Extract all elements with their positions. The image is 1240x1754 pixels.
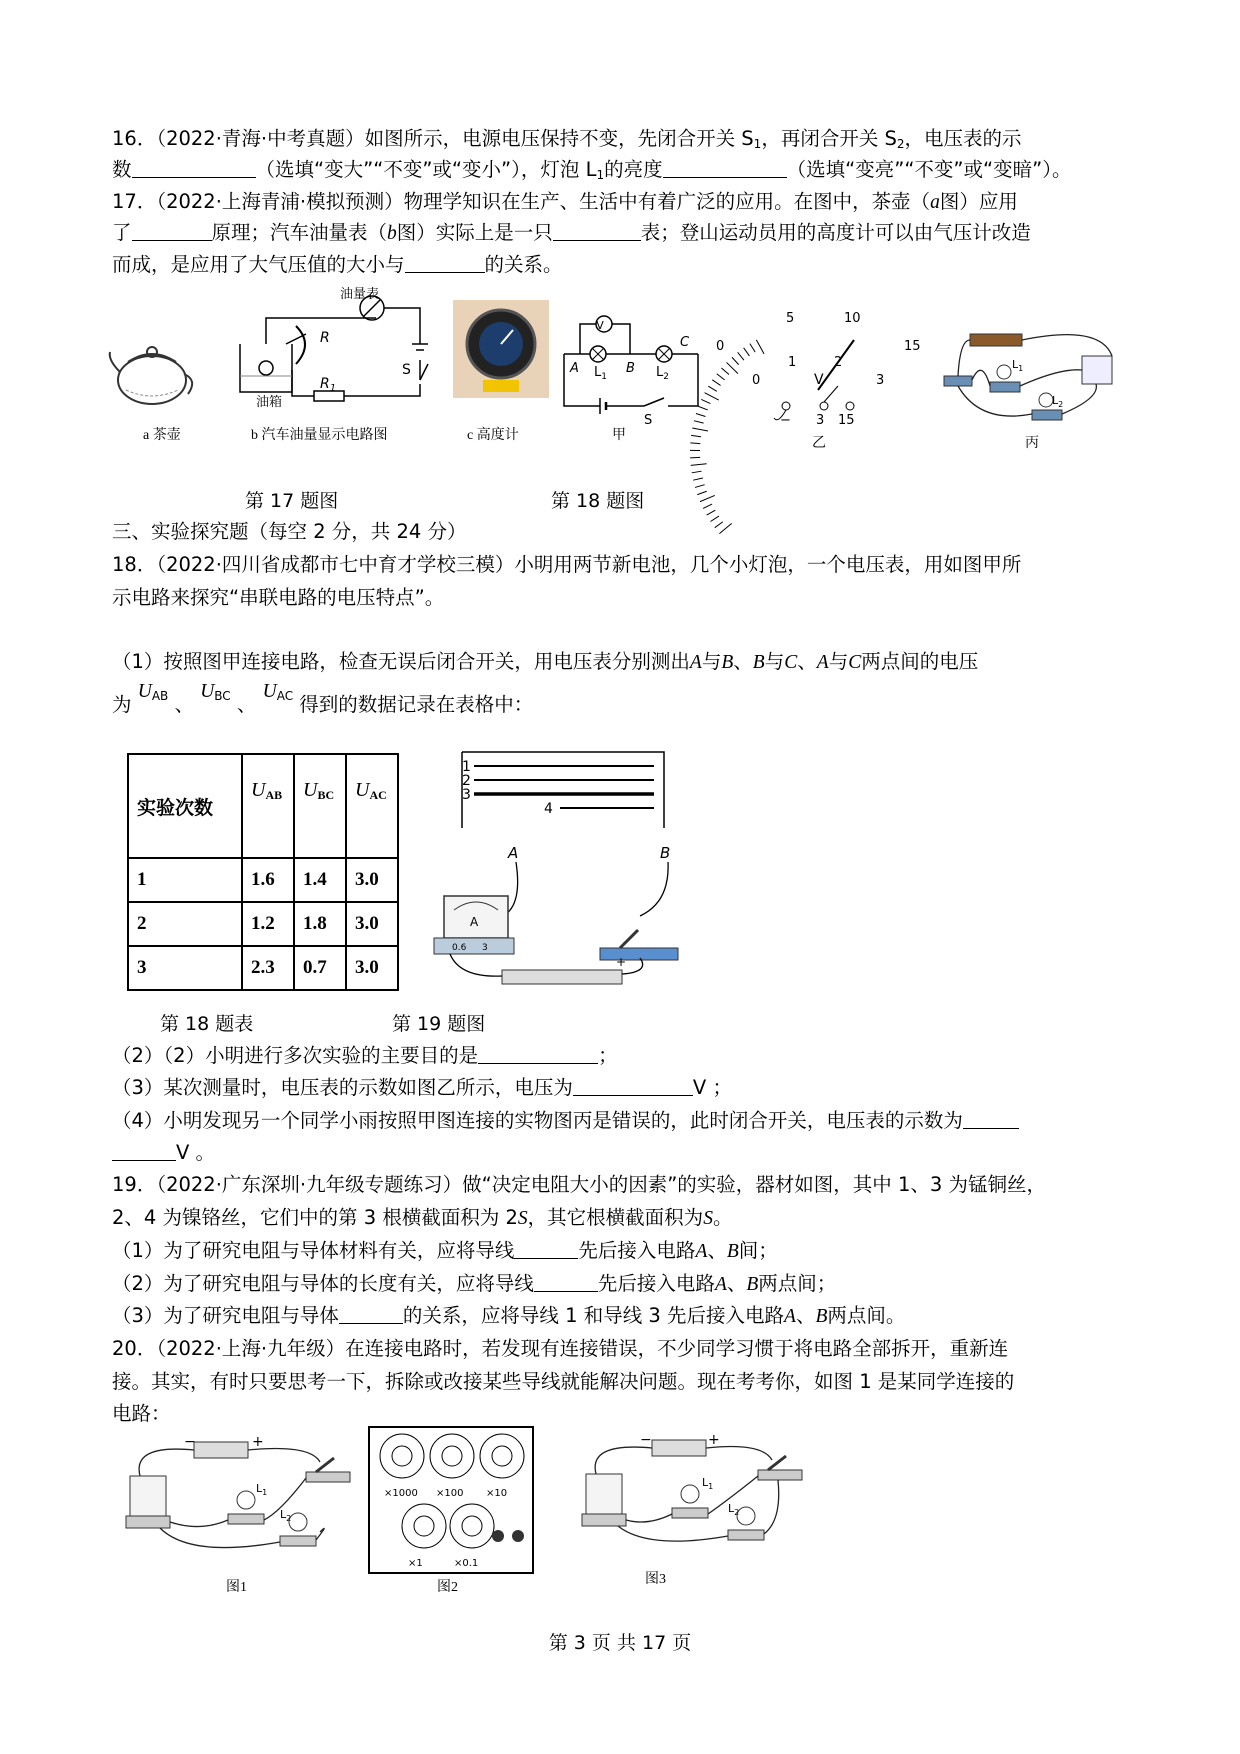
dial-knob [442, 1446, 462, 1466]
caption-a: a 茶壶 [143, 428, 181, 443]
answer-blank[interactable] [663, 159, 787, 178]
meter-tick [690, 443, 700, 444]
svg-text:+: + [252, 1434, 264, 1450]
meter-tick [693, 478, 703, 480]
svg-text:S: S [402, 362, 411, 378]
q19-line1: 19．（2022·广东深圳·九年级专题练习）做“决定电阻大小的因素”的实验，器材如图，其中 1、3 为锰铜丝， [112, 1173, 1047, 1196]
q18-p3: （3）某次测量时，电压表的示数如图乙所示，电压为 V ； [112, 1076, 732, 1099]
meter-tick [703, 504, 712, 508]
page-footer: 第 3 页 共 17 页 [548, 1632, 692, 1654]
table-row: 2 1.2 1.8 3.0 [128, 902, 398, 946]
svg-text:0.6: 0.6 [452, 943, 467, 953]
answer-blank[interactable] [132, 222, 212, 241]
svg-text:4: 4 [544, 801, 553, 817]
svg-text:−: − [184, 1434, 196, 1450]
resistance-wires-figure [430, 752, 670, 982]
q18-line2: 示电路来探究“串联电路的电压特点”。 [112, 586, 445, 609]
series-circuit-jia [560, 306, 700, 428]
svg-text:B: B [660, 844, 671, 862]
svg-text:油箱: 油箱 [256, 395, 283, 410]
meter-tick [700, 495, 715, 501]
answer-blank[interactable] [573, 1077, 693, 1096]
meter-tick [695, 485, 705, 488]
svg-text:15: 15 [904, 339, 921, 354]
dial-knob [414, 1516, 434, 1536]
meter-tick [707, 510, 716, 515]
svg-text:油量表: 油量表 [340, 287, 380, 302]
answer-blank[interactable] [112, 1142, 176, 1161]
meter-tick [691, 435, 701, 436]
voltmeter-dial-yi [716, 302, 922, 432]
dial [402, 1504, 446, 1548]
svg-text:L1: $L_1$ [594, 365, 607, 382]
q18-p4-cont: V 。 [112, 1140, 215, 1166]
circuit-figure-3 [578, 1430, 814, 1550]
svg-text:A: A [508, 844, 519, 862]
q18-p4: （4）小明发现另一个同学小雨按照甲图连接的实物图丙是错误的，此时闭合开关，电压表的示数为 [112, 1108, 1019, 1134]
q18-line1: 18．（2022·四川省成都市七中育才学校三模）小明用两节新电池，几个小灯泡，一个电压表，用如图甲所 [112, 553, 1022, 576]
svg-text:S: S [644, 413, 653, 428]
dial [480, 1434, 524, 1478]
svg-text:0: 0 [752, 373, 761, 388]
answer-blank[interactable] [132, 159, 256, 178]
meter-tick [727, 362, 738, 373]
dial [380, 1434, 424, 1478]
caption-b: b 汽车油量显示电路图 [251, 428, 388, 443]
meter-tick [697, 491, 706, 494]
physical-circuit-bing [940, 328, 1130, 426]
dial-knob [462, 1516, 482, 1536]
answer-blank[interactable] [478, 1045, 598, 1064]
svg-text:1: 1 [462, 759, 471, 775]
tab18-caption: 第 18 题表 [160, 1013, 254, 1035]
meter-tick [692, 471, 702, 473]
teapot-figure [108, 290, 198, 420]
caption-yi: 乙 [812, 436, 826, 451]
svg-text:V: V [814, 372, 824, 388]
svg-text:+: + [708, 1432, 720, 1448]
resistance-box-figure-2 [368, 1426, 534, 1574]
q18-p2: （2）（2）小明进行多次实验的主要目的是 ； [112, 1044, 618, 1067]
meter-tick [708, 386, 717, 391]
svg-text:L1: $L_1$ [256, 1482, 268, 1497]
meter-tick [694, 421, 704, 423]
svg-text:×10: ×10 [486, 1488, 508, 1499]
svg-text:V: V [596, 319, 604, 332]
svg-text:B: B [626, 361, 635, 376]
q18-p1: （1）按照图甲连接电路，检查无误后闭合开关，用电压表分别测出A与B、B与C、A与C两点间的电压 [112, 650, 979, 673]
answer-blank[interactable] [553, 222, 641, 241]
meter-tick [732, 357, 739, 364]
table-header: 实验次数 [128, 754, 242, 858]
fig17-caption: 第 17 题图 [245, 490, 339, 512]
svg-text:L2: $L_2$ [728, 1502, 740, 1517]
answer-blank[interactable] [514, 1240, 578, 1259]
q19-line2: 2、4 为镍铬丝，它们中的第 3 根横截面积为 2S，其它根横截面积为S。 [112, 1206, 733, 1229]
meter-tick [701, 399, 710, 403]
answer-blank[interactable] [405, 254, 485, 273]
svg-text:3: 3 [462, 787, 471, 803]
q17-line3: 而成，是应用了大气压值的大小与 的关系。 [112, 253, 563, 276]
svg-text:2: 2 [834, 355, 843, 370]
meter-tick [738, 352, 744, 360]
svg-text:−: − [780, 413, 791, 428]
q17-line1: 17．（2022·上海青浦·模拟预测）物理学知识在生产、生活中有着广泛的应用。在图中，茶壶（a图）应用 [112, 190, 1018, 213]
dial [450, 1504, 494, 1548]
q20-line2: 接。其实，有时只要思考一下，拆除或改接某些导线就能解决问题。现在考考你，如图 1 是某同学连接的 [112, 1370, 1015, 1393]
svg-text:L1: $L_1$ [702, 1476, 714, 1491]
caption-jia: 甲 [612, 428, 626, 443]
altimeter-photo [453, 300, 549, 398]
svg-text:A: A [570, 361, 579, 376]
svg-text:L1: $L_1$ [1012, 358, 1024, 373]
svg-text:−: − [640, 1432, 652, 1448]
table-row: 1 1.6 1.4 3.0 [128, 858, 398, 902]
q20-line3: 电路： [112, 1402, 171, 1425]
svg-text:1: 1 [788, 355, 797, 370]
svg-text:3: 3 [816, 413, 825, 428]
answer-blank[interactable] [534, 1273, 598, 1292]
meter-tick [719, 523, 731, 533]
q20-line1: 20．（2022·上海·九年级）在连接电路时，若发现有连接错误，不少同学习惯于将电路全部拆开，重新连 [112, 1337, 1009, 1360]
meter-tick [756, 340, 764, 354]
svg-text:L2: $L_2$ [280, 1508, 292, 1523]
svg-text:3: 3 [482, 943, 488, 953]
svg-text:×1000: ×1000 [384, 1488, 418, 1499]
caption-fig3: 图3 [645, 1572, 666, 1587]
svg-text:R: R [320, 330, 330, 346]
meter-tick [692, 428, 708, 431]
svg-text:15: 15 [838, 413, 855, 428]
meter-tick [750, 344, 755, 352]
dial [430, 1434, 474, 1478]
q17-line2: 了 原理；汽车油量表（b图）实际上是一只 表；登山运动员用的高度计可以由气压计改造 [112, 221, 1031, 244]
q18-p1-cont: 为 $U_{AB}$ 、 $U_{BC}$ 、 $U_{AC}$ 得到的数据记录在表格中： [112, 681, 534, 716]
svg-text:10: 10 [844, 311, 861, 326]
fig19-caption: 第 19 题图 [392, 1013, 486, 1035]
meter-tick [721, 368, 729, 375]
caption-bing: 丙 [1025, 436, 1039, 451]
caption-fig2: 图2 [437, 1580, 458, 1595]
svg-text:L2: $L_2$ [1052, 394, 1064, 409]
q19-p1: （1）为了研究电阻与导体材料有关，应将导线 先后接入电路A、B间； [112, 1239, 778, 1262]
svg-text:×0.1: ×0.1 [454, 1558, 479, 1569]
dial-knob [392, 1446, 412, 1466]
circuit-figure-1 [120, 1432, 360, 1558]
table-row: 3 2.3 0.7 3.0 [128, 946, 398, 990]
meter-tick [715, 522, 723, 528]
svg-text:3: 3 [876, 373, 885, 388]
data-table: 实验次数 $U_{AB}$ $U_{BC}$ $U_{AC}$ 1 1.6 1.4 3.0 2 1.2 1.8 3.0 3 2.3 0.7 3.0 [127, 753, 399, 991]
q16-line2: 数 （选填“变大”“不变”或“变小”），灯泡 $L_1$的亮度 （选填“变亮”“不变”或“变暗”）。 [112, 158, 1072, 182]
q19-p2: （2）为了研究电阻与导体的长度有关，应将导线 先后接入电路A、B两点间； [112, 1272, 837, 1295]
caption-c: c 高度计 [467, 428, 519, 443]
meter-tick [711, 516, 719, 521]
meter-tick [691, 464, 707, 466]
meter-tick [712, 380, 720, 386]
svg-text:+: + [616, 955, 627, 969]
meter-tick [705, 393, 719, 400]
svg-text:L2: $L_2$ [656, 365, 669, 382]
section-3-title: 三、实验探究题（每空 2 分，共 24 分） [112, 520, 467, 543]
svg-text:×100: ×100 [436, 1488, 464, 1499]
svg-text:R1: $R_1$ [320, 376, 337, 394]
meter-tick [717, 374, 725, 380]
fig18-caption: 第 18 题图 [551, 490, 645, 512]
fuel-gauge-circuit [236, 284, 436, 414]
meter-tick [696, 413, 706, 416]
caption-fig1: 图1 [226, 1580, 247, 1595]
q16-line1: 16．（2022·青海·中考真题）如图所示，电源电压保持不变，先闭合开关 $S_1$，再闭合开关 $S_2$，电压表的示 [112, 127, 1022, 151]
svg-text:2: 2 [462, 773, 471, 789]
svg-text:C: C [680, 335, 690, 350]
answer-blank[interactable] [963, 1110, 1019, 1129]
svg-text:A: A [470, 915, 479, 929]
q19-p3: （3）为了研究电阻与导体 的关系，应将导线 1 和导线 3 先后接入电路A、B两点间。 [112, 1304, 906, 1327]
answer-blank[interactable] [339, 1305, 403, 1324]
svg-text:0: 0 [716, 339, 725, 354]
svg-text:×1: ×1 [408, 1558, 423, 1569]
dial-knob [492, 1446, 512, 1466]
svg-text:5: 5 [786, 311, 795, 326]
meter-tick [744, 348, 750, 356]
